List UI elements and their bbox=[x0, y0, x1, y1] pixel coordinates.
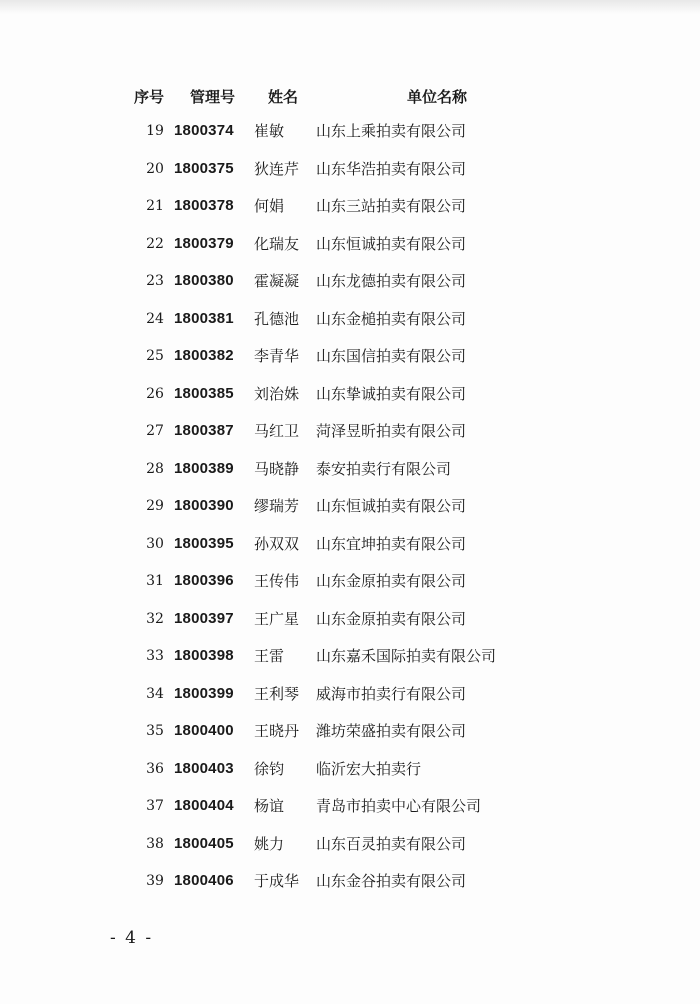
table-row bbox=[0, 571, 700, 609]
cell-unit: 山东金谷拍卖有限公司 bbox=[316, 872, 467, 890]
cell-name: 霍凝凝 bbox=[254, 272, 300, 290]
cell-name: 何娟 bbox=[254, 197, 285, 215]
header-name: 姓名 bbox=[268, 88, 299, 106]
cell-unit: 山东龙德拍卖有限公司 bbox=[316, 272, 467, 290]
cell-seq: 28 bbox=[146, 460, 164, 477]
cell-name: 于成华 bbox=[254, 872, 300, 890]
table-row bbox=[0, 196, 700, 234]
cell-name: 狄连芹 bbox=[254, 159, 300, 178]
cell-seq: 30 bbox=[146, 535, 164, 552]
table-row bbox=[0, 421, 700, 459]
cell-unit: 山东恒诚拍卖有限公司 bbox=[316, 234, 467, 253]
table-row bbox=[0, 534, 700, 572]
cell-mgmt-no: 1800382 bbox=[174, 347, 234, 364]
cell-name: 徐钧 bbox=[254, 759, 285, 778]
table-row bbox=[0, 684, 700, 722]
header-seq: 序号 bbox=[134, 88, 165, 106]
cell-seq: 31 bbox=[146, 573, 164, 589]
cell-mgmt-no: 1800374 bbox=[174, 122, 234, 139]
cell-seq: 37 bbox=[146, 798, 164, 814]
cell-mgmt-no: 1800400 bbox=[174, 722, 234, 739]
cell-name: 杨谊 bbox=[254, 797, 285, 815]
cell-unit: 山东恒诚拍卖有限公司 bbox=[316, 497, 467, 515]
cell-name: 孙双双 bbox=[254, 534, 300, 553]
table-row bbox=[0, 759, 700, 797]
table-body bbox=[0, 121, 700, 909]
cell-mgmt-no: 1800385 bbox=[174, 384, 234, 402]
cell-unit: 山东百灵拍卖有限公司 bbox=[316, 834, 467, 853]
cell-seq: 25 bbox=[146, 348, 164, 364]
cell-seq: 39 bbox=[146, 873, 164, 889]
cell-mgmt-no: 1800389 bbox=[174, 459, 234, 477]
table-row bbox=[0, 459, 700, 497]
cell-name: 王雷 bbox=[254, 647, 285, 665]
cell-unit: 威海市拍卖行有限公司 bbox=[316, 684, 467, 703]
cell-unit: 山东嘉禾国际拍卖有限公司 bbox=[316, 647, 497, 665]
cell-unit: 山东上乘拍卖有限公司 bbox=[316, 122, 467, 140]
table-row bbox=[0, 271, 700, 309]
table-row bbox=[0, 834, 700, 872]
cell-name: 化瑞友 bbox=[254, 234, 300, 253]
cell-mgmt-no: 1800390 bbox=[174, 497, 234, 514]
cell-mgmt-no: 1800398 bbox=[174, 647, 234, 664]
cell-unit: 山东金原拍卖有限公司 bbox=[316, 572, 467, 590]
cell-mgmt-no: 1800396 bbox=[174, 572, 234, 589]
table-header bbox=[0, 86, 700, 108]
table-row bbox=[0, 796, 700, 834]
cell-mgmt-no: 1800395 bbox=[174, 534, 234, 552]
cell-name: 马红卫 bbox=[254, 422, 300, 440]
table-row bbox=[0, 871, 700, 909]
cell-unit: 菏泽昱昕拍卖有限公司 bbox=[316, 422, 467, 440]
cell-name: 王晓丹 bbox=[254, 722, 300, 740]
cell-seq: 24 bbox=[146, 310, 164, 327]
cell-seq: 36 bbox=[146, 760, 164, 777]
scan-top-edge bbox=[0, 0, 700, 14]
cell-name: 孔德池 bbox=[254, 309, 300, 328]
cell-name: 崔敏 bbox=[254, 122, 285, 140]
page-number: - 4 - bbox=[110, 928, 154, 948]
cell-unit: 山东三站拍卖有限公司 bbox=[316, 197, 467, 215]
cell-name: 李青华 bbox=[254, 347, 300, 365]
cell-mgmt-no: 1800381 bbox=[174, 309, 234, 327]
cell-unit: 潍坊荣盛拍卖有限公司 bbox=[316, 722, 467, 740]
table-row bbox=[0, 121, 700, 159]
cell-unit: 山东挚诚拍卖有限公司 bbox=[316, 384, 467, 403]
cell-seq: 23 bbox=[146, 273, 164, 289]
cell-seq: 26 bbox=[146, 385, 164, 402]
cell-unit: 山东金槌拍卖有限公司 bbox=[316, 309, 467, 328]
cell-seq: 21 bbox=[146, 198, 164, 214]
cell-mgmt-no: 1800399 bbox=[174, 684, 234, 702]
cell-seq: 19 bbox=[146, 123, 164, 139]
table-row bbox=[0, 159, 700, 197]
cell-name: 刘治姝 bbox=[254, 384, 300, 403]
table-row bbox=[0, 609, 700, 647]
cell-mgmt-no: 1800375 bbox=[174, 159, 234, 177]
table-row bbox=[0, 309, 700, 347]
cell-seq: 38 bbox=[146, 835, 164, 852]
cell-seq: 32 bbox=[146, 610, 164, 627]
cell-unit: 山东宜坤拍卖有限公司 bbox=[316, 534, 467, 553]
cell-seq: 22 bbox=[146, 235, 164, 252]
cell-unit: 泰安拍卖行有限公司 bbox=[316, 459, 452, 478]
cell-unit: 山东国信拍卖有限公司 bbox=[316, 347, 467, 365]
header-unit: 单位名称 bbox=[407, 88, 468, 106]
cell-mgmt-no: 1800405 bbox=[174, 834, 234, 852]
cell-unit: 临沂宏大拍卖行 bbox=[316, 759, 422, 778]
cell-name: 马晓静 bbox=[254, 459, 300, 478]
table-row bbox=[0, 646, 700, 684]
table-row bbox=[0, 346, 700, 384]
table-row bbox=[0, 384, 700, 422]
cell-unit: 山东华浩拍卖有限公司 bbox=[316, 159, 467, 178]
cell-mgmt-no: 1800404 bbox=[174, 797, 234, 814]
cell-seq: 33 bbox=[146, 648, 164, 664]
cell-mgmt-no: 1800378 bbox=[174, 197, 234, 214]
cell-seq: 29 bbox=[146, 498, 164, 514]
cell-mgmt-no: 1800397 bbox=[174, 609, 234, 627]
cell-seq: 35 bbox=[146, 723, 164, 739]
cell-unit: 青岛市拍卖中心有限公司 bbox=[316, 797, 482, 815]
cell-name: 王传伟 bbox=[254, 572, 300, 590]
cell-mgmt-no: 1800387 bbox=[174, 422, 234, 439]
cell-mgmt-no: 1800406 bbox=[174, 872, 234, 889]
cell-seq: 20 bbox=[146, 160, 164, 177]
cell-name: 王广星 bbox=[254, 609, 300, 628]
header-mgmt-no: 管理号 bbox=[190, 88, 236, 106]
table-row bbox=[0, 234, 700, 272]
cell-name: 姚力 bbox=[254, 834, 285, 853]
cell-unit: 山东金原拍卖有限公司 bbox=[316, 609, 467, 628]
cell-seq: 34 bbox=[146, 685, 164, 702]
table-row bbox=[0, 496, 700, 534]
cell-mgmt-no: 1800379 bbox=[174, 234, 234, 252]
cell-mgmt-no: 1800403 bbox=[174, 759, 234, 777]
cell-seq: 27 bbox=[146, 423, 164, 439]
cell-name: 缪瑞芳 bbox=[254, 497, 300, 515]
cell-name: 王利琴 bbox=[254, 684, 300, 703]
cell-mgmt-no: 1800380 bbox=[174, 272, 234, 289]
table-row bbox=[0, 721, 700, 759]
